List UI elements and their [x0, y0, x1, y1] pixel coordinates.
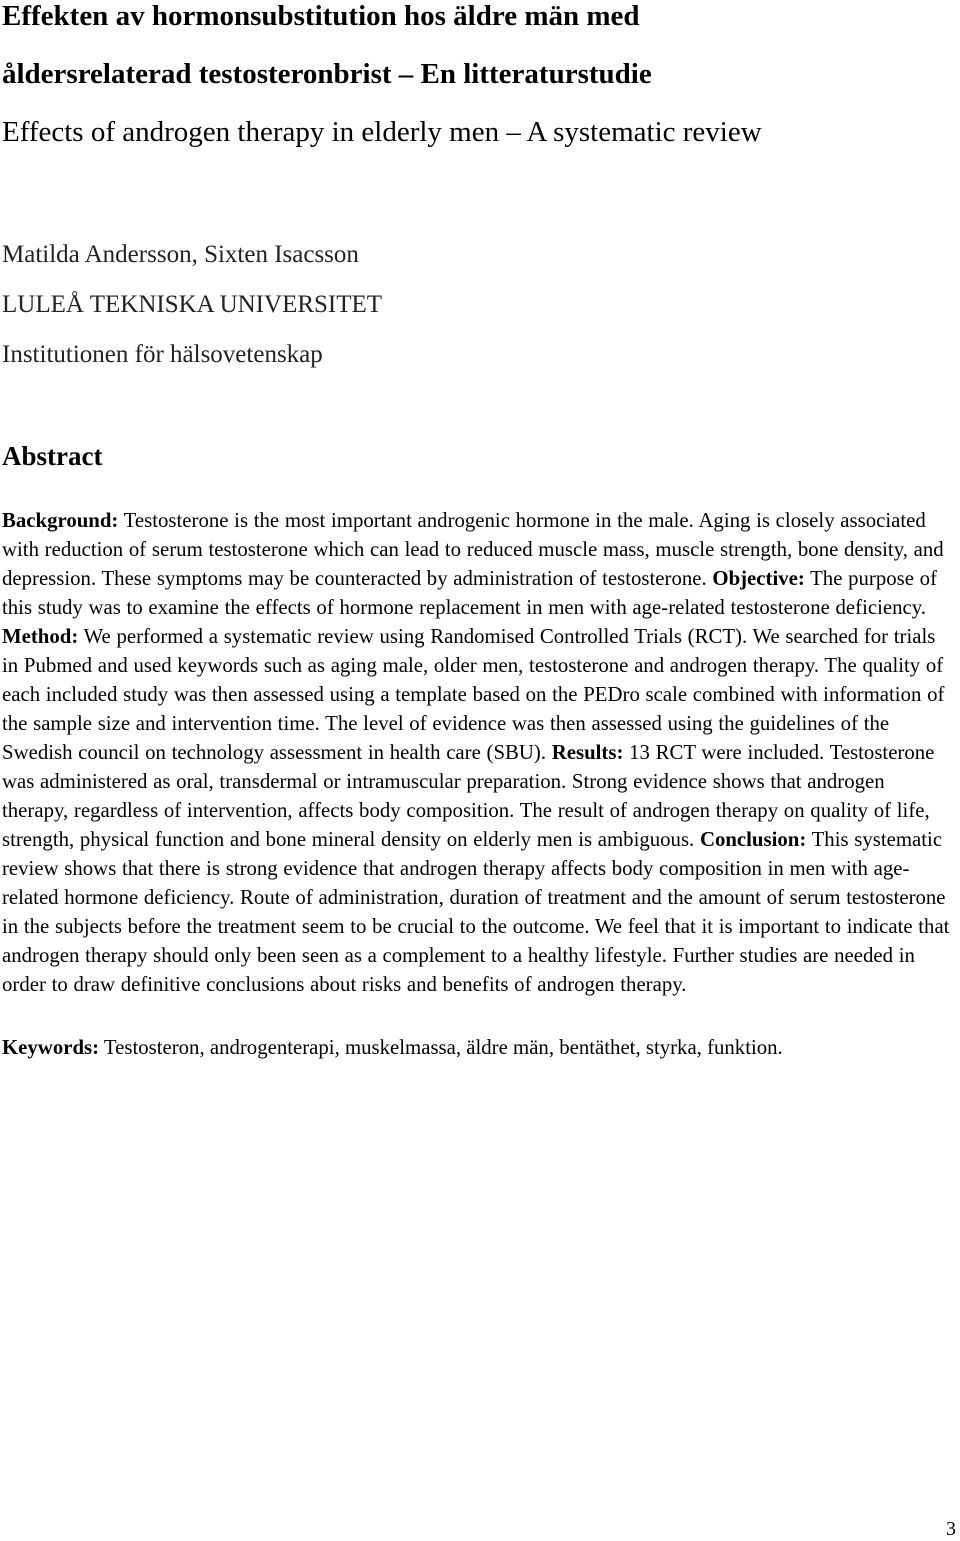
method-text: We performed a systematic review using Randomised Controlled Trials (RCT). We searched for trials in Pubmed and used keywords such as aging male, older men, testosterone and androgen therapy. The quality of each included study was then assessed using a template based on the PEDro scale combined with information of the sample size and intervention time. The level of evidence was then assessed using the guidelines of the Swedish council on technology assessment in health care (SBU). — [2, 625, 945, 764]
method-label: Method: — [2, 625, 79, 648]
author-names: Matilda Andersson, Sixten Isacsson — [2, 241, 359, 268]
abstract-heading: Abstract — [2, 441, 103, 471]
page-number: 3 — [946, 1518, 956, 1540]
conclusion-text: This systematic review shows that there is strong evidence that androgen therapy affects body composition in men with age-related hormone deficiency. Route of administration, duration of treatment and the amount of serum testosterone in the subjects before the treatment seem to be crucial to the outcome. We feel that it is important to indicate that androgen therapy should only been seen as a complement to a healthy lifestyle. Further studies are needed in order to draw definitive conclusions about risks and benefits of androgen therapy. — [2, 828, 950, 996]
keywords-line — [2, 1033, 956, 1062]
author-block — [2, 230, 956, 380]
swedish-title-line-1: Effekten av hormonsubstitution hos äldre män med — [2, 0, 640, 32]
results-label: Results: — [551, 741, 624, 764]
objective-text: The purpose of this study was to examine the effects of hormone replacement in men with age-related testosterone deficiency. — [2, 567, 938, 619]
background-text: Testosterone is the most important androgenic hormone in the male. Aging is closely associated with reduction of serum testosterone which can lead to reduced muscle mass, muscle strength, bone density, and depression. These symptoms may be counteracted by administration of testosterone. — [2, 509, 944, 590]
swedish-title — [2, 0, 956, 103]
objective-label: Objective: — [712, 567, 805, 590]
results-text: 13 RCT were included. Testosterone was administered as oral, transdermal or intramuscular preparation. Strong evidence shows that androgen therapy, regardless of intervention, affects body composition. The result of androgen therapy on quality of life, strength, physical function and bone mineral density on elderly men is ambiguous. — [2, 741, 935, 851]
conclusion-label: Conclusion: — [699, 828, 807, 851]
department-name: Institutionen för hälsovetenskap — [2, 341, 323, 368]
document-page — [2, 0, 956, 1062]
university-name: LULEÅ TEKNISKA UNIVERSITET — [2, 291, 383, 318]
abstract-body — [2, 506, 956, 999]
swedish-title-line-2: åldersrelaterad testosteronbrist – En litteraturstudie — [2, 58, 652, 90]
english-title: Effects of androgen therapy in elderly men – A systematic review — [2, 116, 762, 148]
background-label: Background: — [2, 509, 119, 532]
keywords-text: Testosteron, androgenterapi, muskelmassa, äldre män, bentäthet, styrka, funktion. — [99, 1036, 783, 1059]
keywords-label: Keywords: — [2, 1036, 100, 1059]
